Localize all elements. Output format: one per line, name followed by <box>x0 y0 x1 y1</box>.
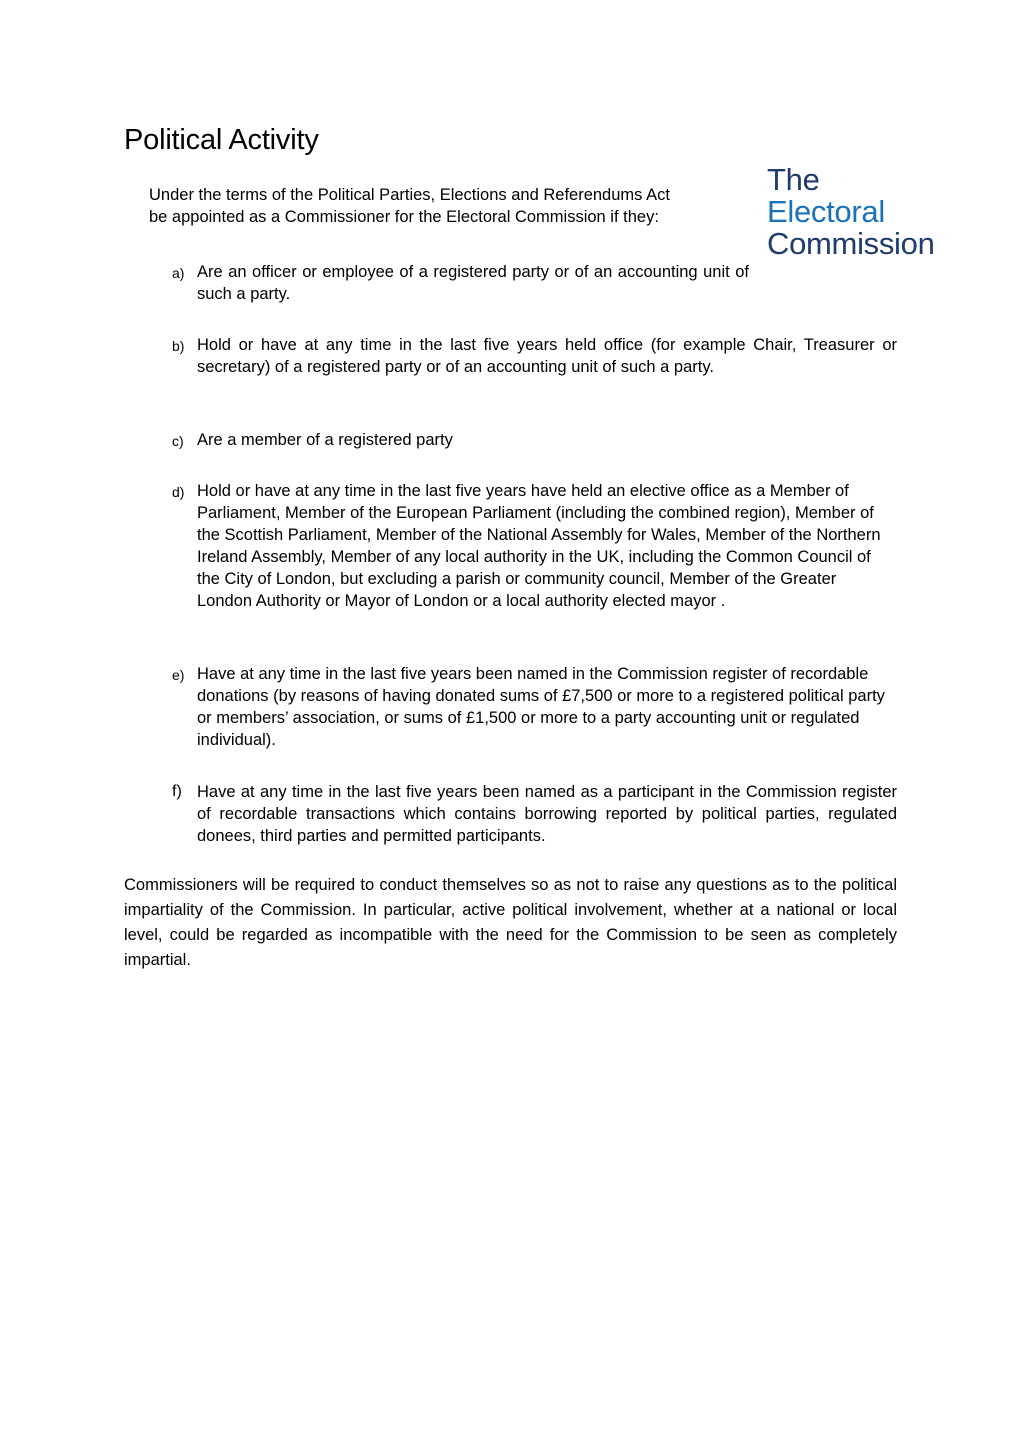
page-title: Political Activity <box>124 124 319 156</box>
logo-line-electoral: Electoral <box>767 194 885 229</box>
electoral-commission-logo <box>749 164 961 276</box>
logo-line-commission: Commission <box>767 226 935 261</box>
list-item-text-b: Hold or have at any time in the last five years held office (for example Chair, Treasurer or secretary) of a registered party or of an accounting unit of such a party. <box>197 336 897 376</box>
logo-line-the: The <box>767 162 820 197</box>
list-item-f <box>172 781 897 847</box>
list-marker-c: c) <box>172 433 184 449</box>
list-marker-d: d) <box>172 484 185 500</box>
list-item-b <box>172 334 897 378</box>
list-marker-e: e) <box>172 667 185 683</box>
intro-line-2: be appointed as a Commissioner for the Electoral Commission if they: <box>149 208 659 226</box>
list-item-c <box>172 429 897 451</box>
list-item-d <box>172 480 887 612</box>
list-item-text-a: Are an officer or employee of a registered party or of an accounting unit of such a party. <box>197 263 749 303</box>
closing-paragraph: Commissioners will be required to conduct themselves so as not to raise any questions as to the political impartiality of the Commission. In particular, active political involvement, whether at a national or local level, could be regarded as incompatible with the need for the Commission to be seen as completely impartial. <box>124 876 897 969</box>
list-marker-a: a) <box>172 265 185 281</box>
list-item-text-f: Have at any time in the last five years been named as a participant in the Commission register of recordable transactions which contains borrowing reported by political parties, regulated donees, third parties and permitted participants. <box>197 783 897 845</box>
list-marker-f: f) <box>172 783 182 800</box>
intro-line-1: Under the terms of the Political Parties, Elections and Referendums Act <box>149 186 670 204</box>
list-marker-b: b) <box>172 338 185 354</box>
list-item-text-e: Have at any time in the last five years been named in the Commission register of recordable donations (by reasons of having donated sums of £7,500 or more to a registered political party or members’ association, or sums of £1,500 or more to a party accounting unit or regulated individual). <box>197 665 885 749</box>
list-item-text-d: Hold or have at any time in the last five years have held an elective office as a Member of Parliament, Member of the European Parliament (including the combined region), Member of the Scottish Parliament, Member of the National Assembly for Wales, Member of the Northern Ireland Assembly, Member of any local authority in the UK, including the Common Council of the City of London, but excluding a parish or community council, Member of the Greater London Authority or Mayor of London or a local authority elected mayor . <box>197 482 881 610</box>
list-item-a <box>172 261 749 305</box>
list-item-text-c: Are a member of a registered party <box>197 431 453 449</box>
list-item-e <box>172 663 887 751</box>
